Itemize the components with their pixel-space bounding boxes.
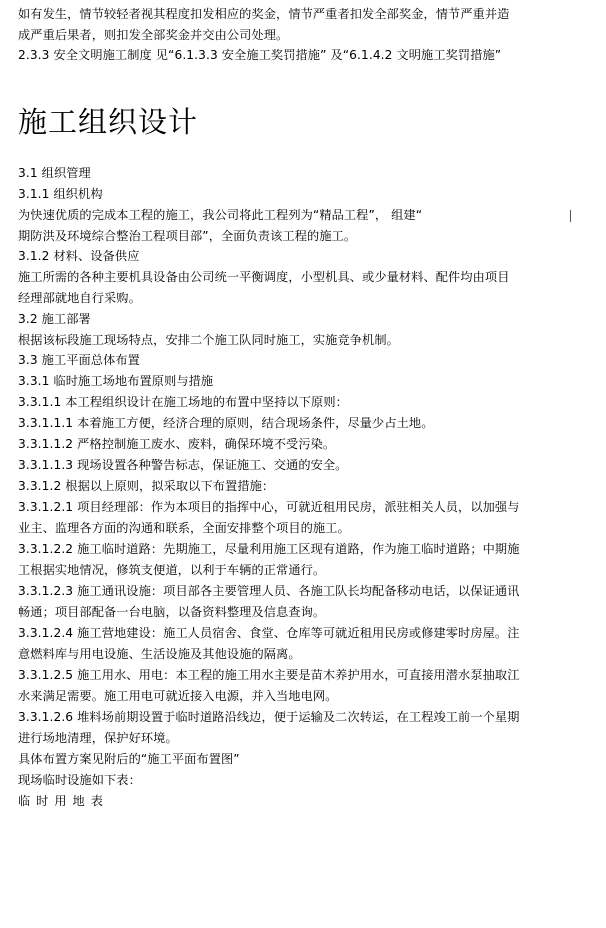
paragraph-line: 3.3.1.2.3 施工通讯设施：项目部各主要管理人员、各施工队长均配备移动电话，以保证通讯 — [18, 584, 520, 598]
section-heading: 3.1.1 组织机构 — [18, 187, 103, 201]
paragraph-line: 施工所需的各种主要机具设备由公司统一平衡调度，小型机具、或少量材料、配件均由项目 — [18, 270, 510, 284]
paragraph-line: 3.3.1.2.4 施工营地建设：施工人员宿舍、食堂、仓库等可就近租用民房或修建零时房屋。注 — [18, 626, 520, 640]
paragraph-line: 现场临时设施如下表： — [18, 773, 141, 787]
paragraph-line: 3.3.1.2 根据以上原则，拟采取以下布置措施： — [18, 479, 275, 493]
paragraph-line: 意燃料库与用电设施、生活设施及其他设施的隔离。 — [18, 647, 301, 661]
paragraph-line: 3.3.1.1.3 现场设置各种警告标志，保证施工、交通的安全。 — [18, 458, 348, 472]
section-heading: 3.1.2 材料、设备供应 — [18, 249, 140, 263]
paragraph-line: 3.3.1.2.6 堆料场前期设置于临时道路沿线边，便于运输及二次转运，在工程竣工前一个星期 — [18, 710, 520, 724]
paragraph-line: 成严重后果者，则扣发全部奖金并交由公司处理。 — [18, 28, 289, 42]
paragraph-line: 期防洪及环境综合整治工程项目部”，全面负责该工程的施工。 — [18, 229, 357, 243]
paragraph-line: 工根据实地情况，修筑支便道，以利于车辆的正常通行。 — [18, 563, 326, 577]
paragraph-line: 具体布置方案见附后的“施工平面布置图” — [18, 752, 240, 766]
paragraph-line: 3.3.1.1 本工程组织设计在施工场地的布置中坚持以下原则： — [18, 395, 348, 409]
paragraph-line: 为快速优质的完成本工程的施工，我公司将此工程列为“精品工程”， 组建“ — [18, 208, 423, 222]
paragraph-line: 3.3.1.2.5 施工用水、用电：本工程的施工用水主要是苗木养护用水，可直接用潜水泵抽取江 — [18, 668, 520, 682]
paragraph-line: 业主、监理各方面的沟通和联系，全面安排整个项目的施工。 — [18, 521, 350, 535]
paragraph-line: 3.3.1.1.1 本着施工方便，经济合理的原则，结合现场条件，尽量少占土地。 — [18, 416, 434, 430]
text-cursor-mark — [570, 210, 571, 222]
paragraph-line: 进行场地清理，保护好环境。 — [18, 731, 178, 745]
paragraph-line: 畅通；项目部配备一台电脑，以备资料整理及信息查询。 — [18, 605, 326, 619]
section-heading: 3.1 组织管理 — [18, 166, 91, 180]
section-heading: 3.3 施工平面总体布置 — [18, 353, 140, 367]
paragraph-line: 根据该标段施工现场特点，安排二个施工队同时施工，实施竞争机制。 — [18, 333, 399, 347]
paragraph-line: 3.3.1.1.2 严格控制施工废水、废料，确保环境不受污染。 — [18, 437, 336, 451]
paragraph-line: 水来满足需要。施工用电可就近接入电源，并入当地电网。 — [18, 689, 338, 703]
paragraph-line: 如有发生，情节较轻者视其程度扣发相应的奖金，情节严重者扣发全部奖金，情节严重并造 — [18, 7, 510, 21]
section-heading: 3.2 施工部署 — [18, 312, 91, 326]
section-line: 2.3.3 安全文明施工制度 见“6.1.3.3 安全施工奖罚措施” 及“6.1.4.2 文明施工奖罚措施” — [18, 48, 502, 62]
table-caption: 临时用地表 — [18, 794, 109, 808]
section-heading: 3.3.1 临时施工场地布置原则与措施 — [18, 374, 214, 388]
paragraph-line: 经理部就地自行采购。 — [18, 291, 141, 305]
paragraph-line: 3.3.1.2.1 项目经理部：作为本项目的指挥中心，可就近租用民房，派驻相关人员，以加强与 — [18, 500, 520, 514]
page-title: 施工组织设计 — [18, 105, 199, 139]
paragraph-line: 3.3.1.2.2 施工临时道路：先期施工，尽量利用施工区现有道路，作为施工临时道路；中期施 — [18, 542, 520, 556]
